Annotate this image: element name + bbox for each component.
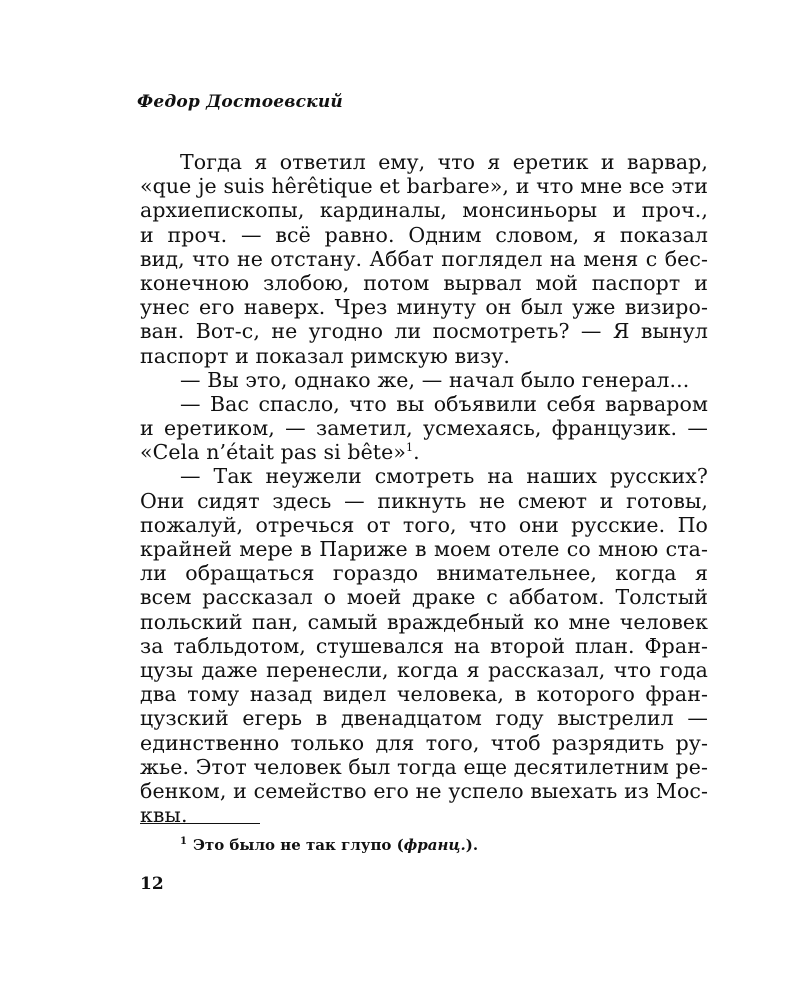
text-line	[140, 150, 708, 174]
text-line-content: и проч. — всё равно. Одним словом, я показал	[140, 222, 708, 247]
text-line	[140, 585, 708, 609]
footnote-number: 1	[180, 836, 187, 847]
text-line-content: Они сидят здесь — пикнуть не смеют и готовы,	[140, 488, 708, 513]
text-line	[140, 464, 708, 488]
text-line	[140, 682, 708, 706]
text-line	[140, 779, 708, 803]
text-line-content: цузы даже перенесли, когда я рассказал, что года	[140, 657, 708, 682]
text-line	[140, 634, 708, 658]
text-line-content: унес его наверх. Чрез минуту он был уже визиро-	[140, 295, 708, 320]
text-line	[140, 392, 708, 416]
text-line-content: два тому назад видел человека, в которого фран-	[140, 682, 708, 707]
footnote	[180, 836, 478, 854]
text-line	[140, 513, 708, 537]
text-line-content: Тогда я ответил ему, что я еретик и варвар,	[180, 150, 708, 174]
footnote-text: Это было не так глупо (	[192, 836, 404, 854]
text-line	[140, 344, 708, 368]
text-line	[140, 271, 708, 295]
text-line	[140, 658, 708, 682]
text-line-content: паспорт и показал римскую визу.	[140, 343, 511, 368]
text-line-content: ли обращаться гораздо внимательнее, когда я	[140, 561, 708, 586]
text-line-content: цузский егерь в двенадцатом году выстрелил —	[140, 706, 708, 731]
running-head: Федор Достоевский	[137, 92, 343, 112]
text-line-tail: .	[413, 440, 420, 465]
text-line-content: — Вас спасло, что вы объявили себя варваром	[180, 391, 708, 416]
text-line	[140, 223, 708, 247]
text-line	[140, 610, 708, 634]
text-line	[140, 537, 708, 561]
text-line	[140, 368, 708, 392]
text-line-content: польский пан, самый враждебный ко мне человек	[140, 609, 708, 634]
text-line-content: пожалуй, отречься от того, что они русские. По	[140, 512, 708, 537]
text-line	[140, 440, 708, 464]
text-line-content: — Вы это, однако же, — начал было генерал...	[180, 367, 690, 392]
footnote-reference: 1	[406, 441, 414, 455]
text-line-content: «Cela n’était pas si bête»	[140, 440, 407, 465]
text-line-content: бенком, и семейство его не успело выехать из Мос-	[140, 778, 708, 803]
text-line	[140, 489, 708, 513]
text-line	[140, 295, 708, 319]
text-line	[140, 247, 708, 271]
text-line	[140, 706, 708, 730]
text-line-content: конечною злобою, потом вырвал мой паспорт и	[140, 270, 708, 295]
text-line-content: всем рассказал о моей драке с аббатом. Толстый	[140, 585, 708, 610]
footnote-italic: франц.	[403, 836, 466, 854]
text-line-content: и еретиком, — заметил, усмехаясь, французик. —	[140, 416, 708, 441]
text-line	[140, 198, 708, 222]
text-line-content: крайней мере в Париже в моем отеле со мною ста-	[140, 537, 708, 561]
footnote-rule	[140, 823, 260, 824]
text-line	[140, 731, 708, 755]
text-line	[140, 319, 708, 343]
text-line	[140, 416, 708, 440]
page-number: 12	[140, 874, 164, 894]
text-line-content: за табльдотом, стушевался на второй план. Фран-	[140, 633, 708, 658]
text-line-content: «que je suis hêrêtique et barbare», и что мне все эти	[140, 174, 708, 199]
footnote-tail: ).	[465, 836, 479, 854]
text-line-content: единственно только для того, чтоб разрядить ру-	[140, 730, 708, 755]
body-text	[140, 150, 708, 827]
text-line	[140, 561, 708, 585]
text-line-content: вид, что не отстану. Аббат поглядел на меня с бес-	[140, 246, 708, 271]
text-line	[140, 174, 708, 198]
text-line	[140, 755, 708, 779]
text-line-content: жье. Этот человек был тогда еще десятилетним ре-	[140, 754, 708, 779]
text-line-content: ван. Вот-с, не угодно ли посмотреть? — Я вынул	[140, 319, 708, 344]
text-line-content: архиепископы, кардиналы, монсиньоры и проч.,	[140, 198, 708, 223]
text-line-content: — Так неужели смотреть на наших русских?	[180, 464, 708, 489]
text-line-content: квы.	[140, 803, 188, 828]
